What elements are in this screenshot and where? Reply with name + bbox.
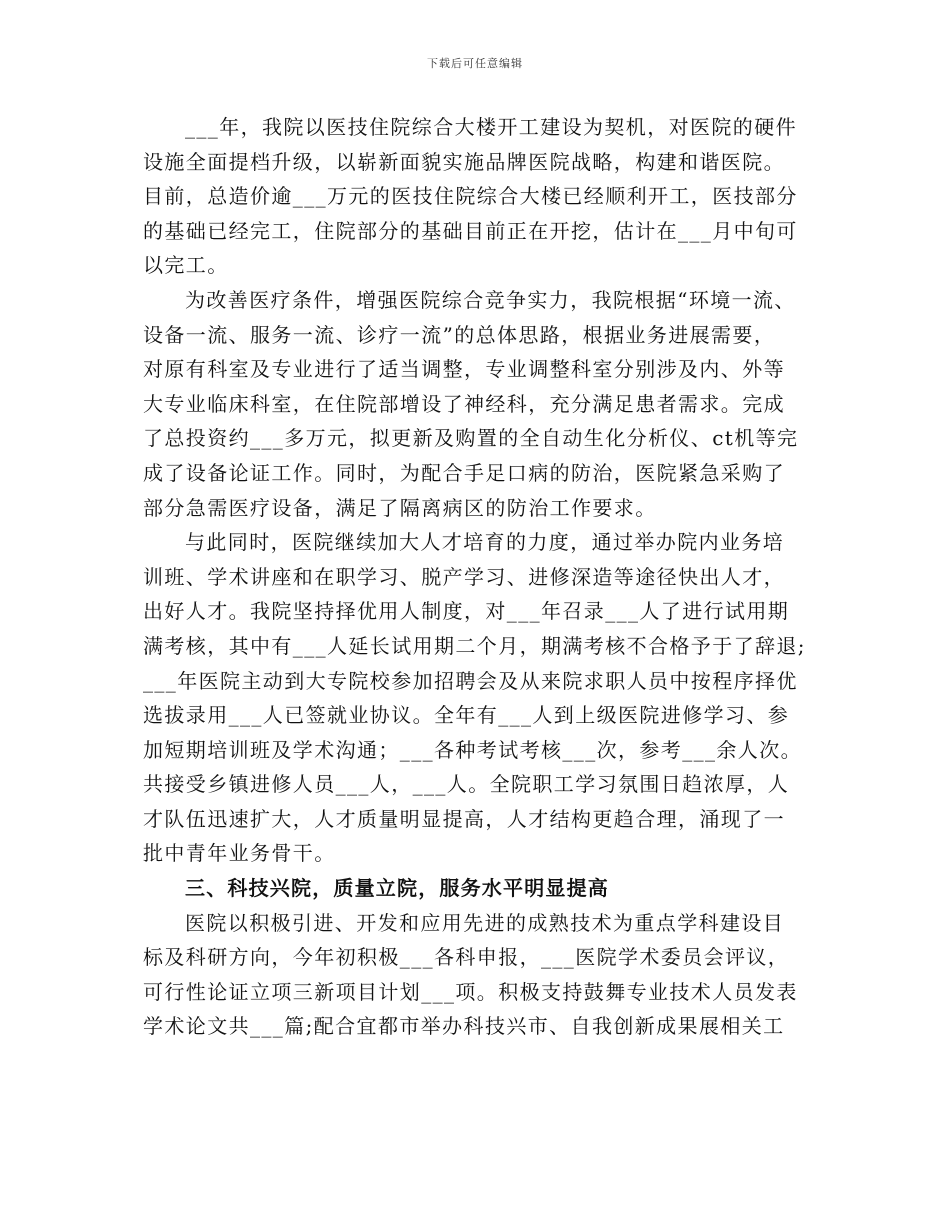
text-line: 学术论文共___篇;配合宜都市举办科技兴市、自我创新成果展相关工 — [143, 1014, 785, 1039]
text-line: 才队伍迅速扩大，人才质量明显提高，人才结构更趋合理，涌现了一 — [143, 806, 785, 831]
text-line: 设施全面提档升级，以崭新面貌实施品牌医院战略，构建和谐医院。 — [143, 149, 785, 174]
text-line: 出好人才。我院坚持择优用人制度，对___年召录___人了进行试用期 — [143, 599, 790, 624]
text-line: ___年，我院以医技住院综合大楼开工建设为契机，对医院的硬件 — [185, 115, 797, 139]
text-line: 选拔录用___人已签就业协议。全年有___人到上级医院进修学习、参 — [143, 703, 790, 728]
document-body — [143, 110, 813, 1044]
text-line: 可行性论证立项三新项目计划___项。积极支持鼓舞专业技术人员发表 — [143, 979, 798, 1004]
section-heading: 三、科技兴院，质量立院，服务水平明显提高 — [185, 876, 609, 901]
text-line: 标及科研方向，今年初积极___各科申报，___医院学术委员会评议， — [143, 945, 790, 970]
text-line: 以完工。 — [143, 253, 229, 278]
text-line: 医院以积极引进、开发和应用先进的成熟技术为重点学科建设目 — [185, 910, 785, 935]
text-line: 加短期培训班及学术沟通；___各种考试考核___次，参考___余人次。 — [143, 737, 802, 762]
text-line: 为改善医疗条件，增强医院综合竞争实力，我院根据“环境一流、 — [185, 287, 796, 312]
text-line: 对原有科室及专业进行了适当调整，专业调整科室分别涉及内、外等 — [143, 357, 785, 382]
text-line: ___年医院主动到大专院校参加招聘会及从来院求职人员中按程序择优 — [143, 668, 798, 693]
text-line: 批中青年业务骨干。 — [143, 841, 336, 866]
page-header: 下载后可任意编辑 — [427, 57, 523, 70]
text-line: 的基础已经完工，住院部分的基础目前正在开挖，估计在___月中旬可 — [143, 218, 798, 243]
text-line: 共接受乡镇进修人员___人，___人。全院职工学习氛围日趋浓厚，人 — [143, 772, 790, 797]
text-line: 大专业临床科室，在住院部增设了神经科，充分满足患者需求。完成 — [143, 391, 785, 416]
text-line: 设备一流、服务一流、诊疗一流”的总体思路，根据业务进展需要， — [143, 322, 776, 347]
text-line: 成了设备论证工作。同时，为配合手足口病的防治，医院紧急采购了 — [143, 460, 785, 485]
text-line: 满考核，其中有___人延长试用期二个月，期满考核不合格予于了辞退; — [143, 633, 806, 658]
text-line: 了总投资约___多万元，拟更新及购置的全自动生化分析仪、ct机等完 — [143, 426, 799, 451]
text-line: 训班、学术讲座和在职学习、脱产学习、进修深造等途径快出人才， — [143, 564, 785, 589]
text-line: 与此同时，医院继续加大人才培育的力度，通过举办院内业务培 — [185, 530, 785, 555]
text-line: 部分急需医疗设备，满足了隔离病区的防治工作要求。 — [143, 495, 657, 520]
text-line: 目前，总造价逾___万元的医技住院综合大楼已经顺利开工，医技部分 — [143, 184, 798, 209]
